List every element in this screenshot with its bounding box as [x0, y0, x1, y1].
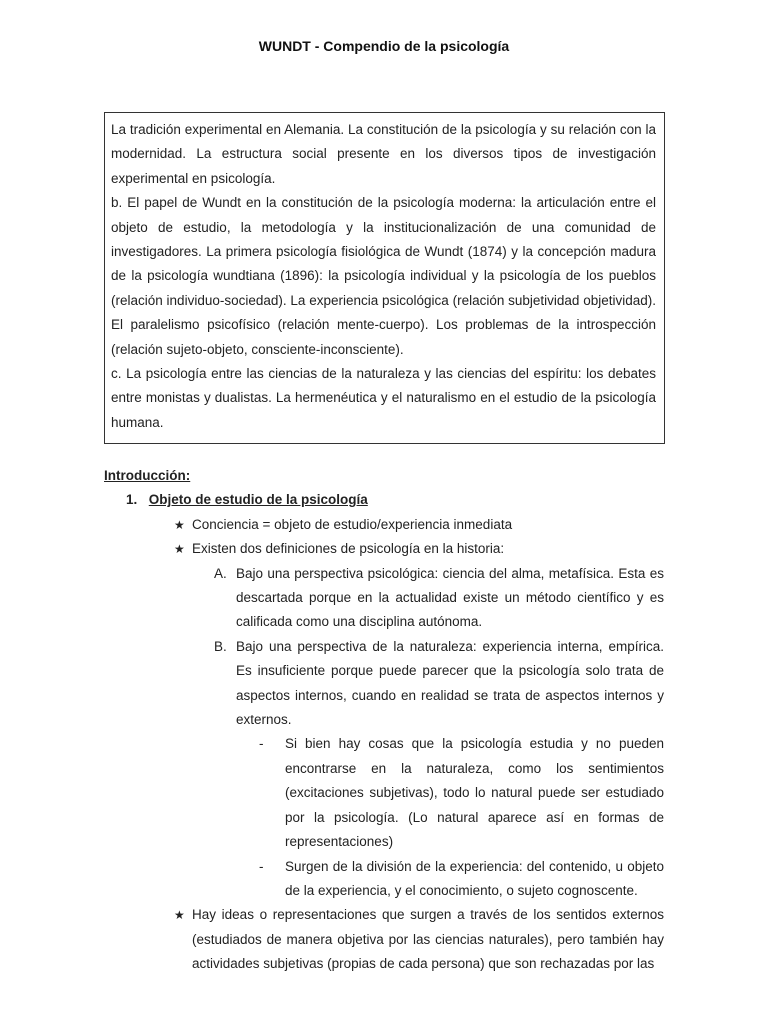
introduction-section: [104, 464, 664, 977]
section-heading: [126, 488, 664, 512]
syllabus-paragraph-c: c. La psicología entre las ciencias de la naturaleza y las ciencias del espíritu: los debates entre monistas y dualistas. La hermenéutica y el naturalismo en el estudio de la psicología humana.: [111, 366, 656, 430]
document-title: WUNDT - Compendio de la psicología: [258, 38, 510, 54]
bullet-text: Hay ideas o representaciones que surgen a través de los sentidos externos (estudiados de manera objetiva por las ciencias naturales), pero también hay actividades subjetivas (propias de cada persona) que son rechazadas por las: [192, 907, 664, 972]
star-icon: ★: [174, 908, 185, 923]
list-item-a: [214, 562, 664, 635]
section-number: 1.: [126, 492, 138, 508]
list-text-a: Bajo una perspectiva psicológica: ciencia del alma, metafísica. Esta es descartada porque en la actualidad existe un método científico y es calificada como una disciplina autónoma.: [236, 565, 664, 630]
dash-item: [259, 855, 664, 904]
star-icon: ★: [174, 517, 185, 532]
bullet-text: Conciencia = objeto de estudio/experiencia inmediata: [192, 516, 513, 532]
dash-marker: -: [259, 858, 264, 874]
dash-marker: -: [259, 736, 264, 752]
bullet-text: Existen dos definiciones de psicología en la historia:: [192, 541, 505, 557]
syllabus-box: [104, 112, 665, 444]
section-title: Objeto de estudio de la psicología: [148, 492, 368, 508]
dash-text: Si bien hay cosas que la psicología estudia y no pueden encontrarse en la naturaleza, como los sentimientos (excitaciones subjetivas), todo lo natural puede ser estudiado por la psicología. (Lo natural aparece así en formas de representaciones): [285, 736, 664, 850]
star-icon: ★: [174, 542, 185, 557]
bullet-item: [174, 513, 664, 537]
introduction-heading: Introducción:: [104, 468, 191, 483]
list-marker-b: B.: [214, 638, 227, 654]
list-item-b: [214, 635, 664, 733]
syllabus-paragraph-a: La tradición experimental en Alemania. La constitución de la psicología y su relación con la modernidad. La estructura social presente en los diversos tipos de investigación experimental en psicología.: [111, 122, 656, 186]
dash-text: Surgen de la división de la experiencia: del contenido, u objeto de la experiencia, y el conocimiento, o sujeto cognoscente.: [285, 858, 664, 898]
list-marker-a: A.: [214, 565, 227, 581]
bullet-item: [174, 903, 664, 976]
list-text-b: Bajo una perspectiva de la naturaleza: experiencia interna, empírica. Es insuficiente porque puede parecer que la psicología solo trata de aspectos internos, cuando en realidad se trata de aspectos internos y externos.: [236, 638, 664, 728]
bullet-item: [174, 537, 664, 561]
dash-item: [259, 732, 664, 854]
syllabus-paragraph-b: b. El papel de Wundt en la constitución de la psicología moderna: la articulación entre el objeto de estudio, la metodología y la institucionalización de una comunidad de investigadores. La primera psicología fisiológica de Wundt (1874) y la concepción madura de la psicología wundtiana (1896): la psicología individual y la psicología de los pueblos (relación individuo-sociedad). La experiencia psicológica (relación subjetividad objetividad). El paralelismo psicofísico (relación mente-cuerpo). Los problemas de la introspección (relación sujeto-objeto, consciente-inconsciente).: [111, 195, 656, 357]
